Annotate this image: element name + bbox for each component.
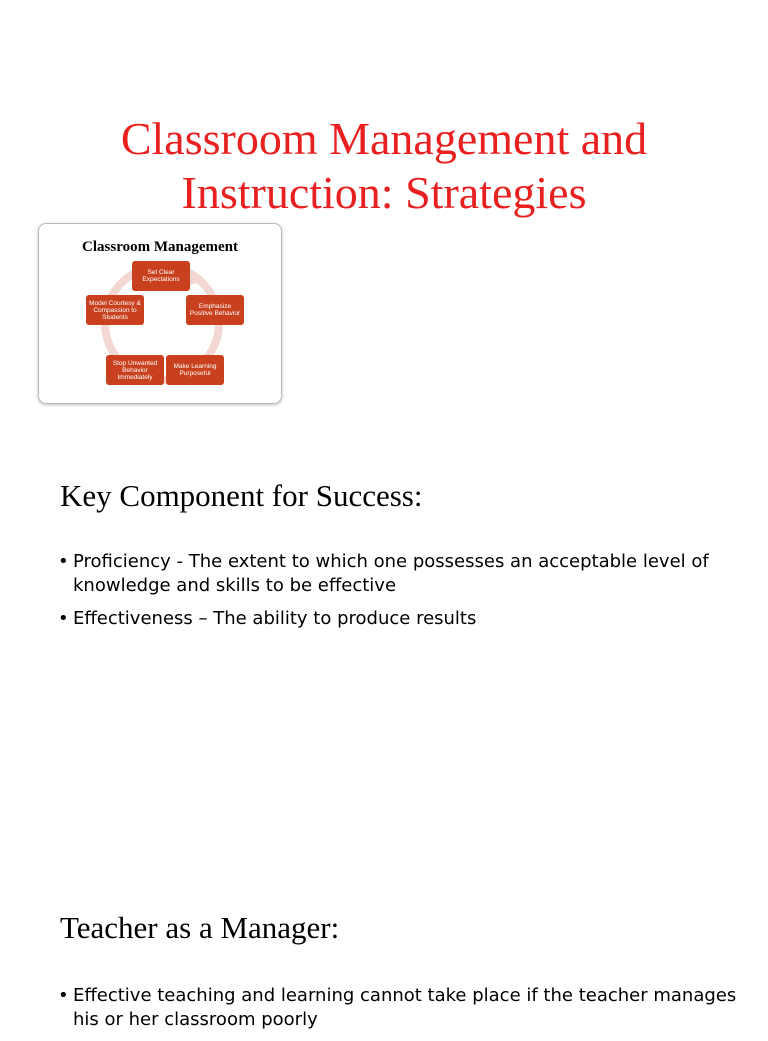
cycle-node-make-learning-purposeful: Make Learning Purposeful	[166, 355, 224, 385]
bullet-effective-teaching: • Effective teaching and learning cannot take place if the teacher manages his or her classroom poorly	[58, 984, 738, 1032]
bullet-effectiveness: • Effectiveness – The ability to produce results	[58, 607, 738, 631]
teacher-manager-bullet-list	[58, 984, 738, 1041]
slide-title-line-2: Instruction: Strategies	[181, 167, 587, 218]
key-component-bullet-list	[58, 550, 738, 640]
cycle-node-model-courtesy: Model Courtesy & Compassion to Students	[86, 295, 144, 325]
cycle-node-emphasize-positive-behavior: Emphasize Positive Behavior	[186, 295, 244, 325]
cycle-node-set-clear-expectations: Set Clear Expectations	[132, 261, 190, 291]
key-component-heading: Key Component for Success:	[60, 478, 423, 513]
slide-title-line-1: Classroom Management and	[120, 113, 648, 164]
cycle-node-stop-unwanted-behavior: Stop Unwanted Behavior Immediately	[106, 355, 164, 385]
bullet-proficiency: • Proficiency - The extent to which one possesses an acceptable level of knowledge and skills to be effective	[58, 550, 738, 598]
classroom-management-cycle-diagram	[38, 223, 282, 404]
diagram-title: Classroom Management	[82, 239, 238, 255]
teacher-manager-heading: Teacher as a Manager:	[60, 910, 340, 945]
slide-title	[40, 112, 728, 220]
